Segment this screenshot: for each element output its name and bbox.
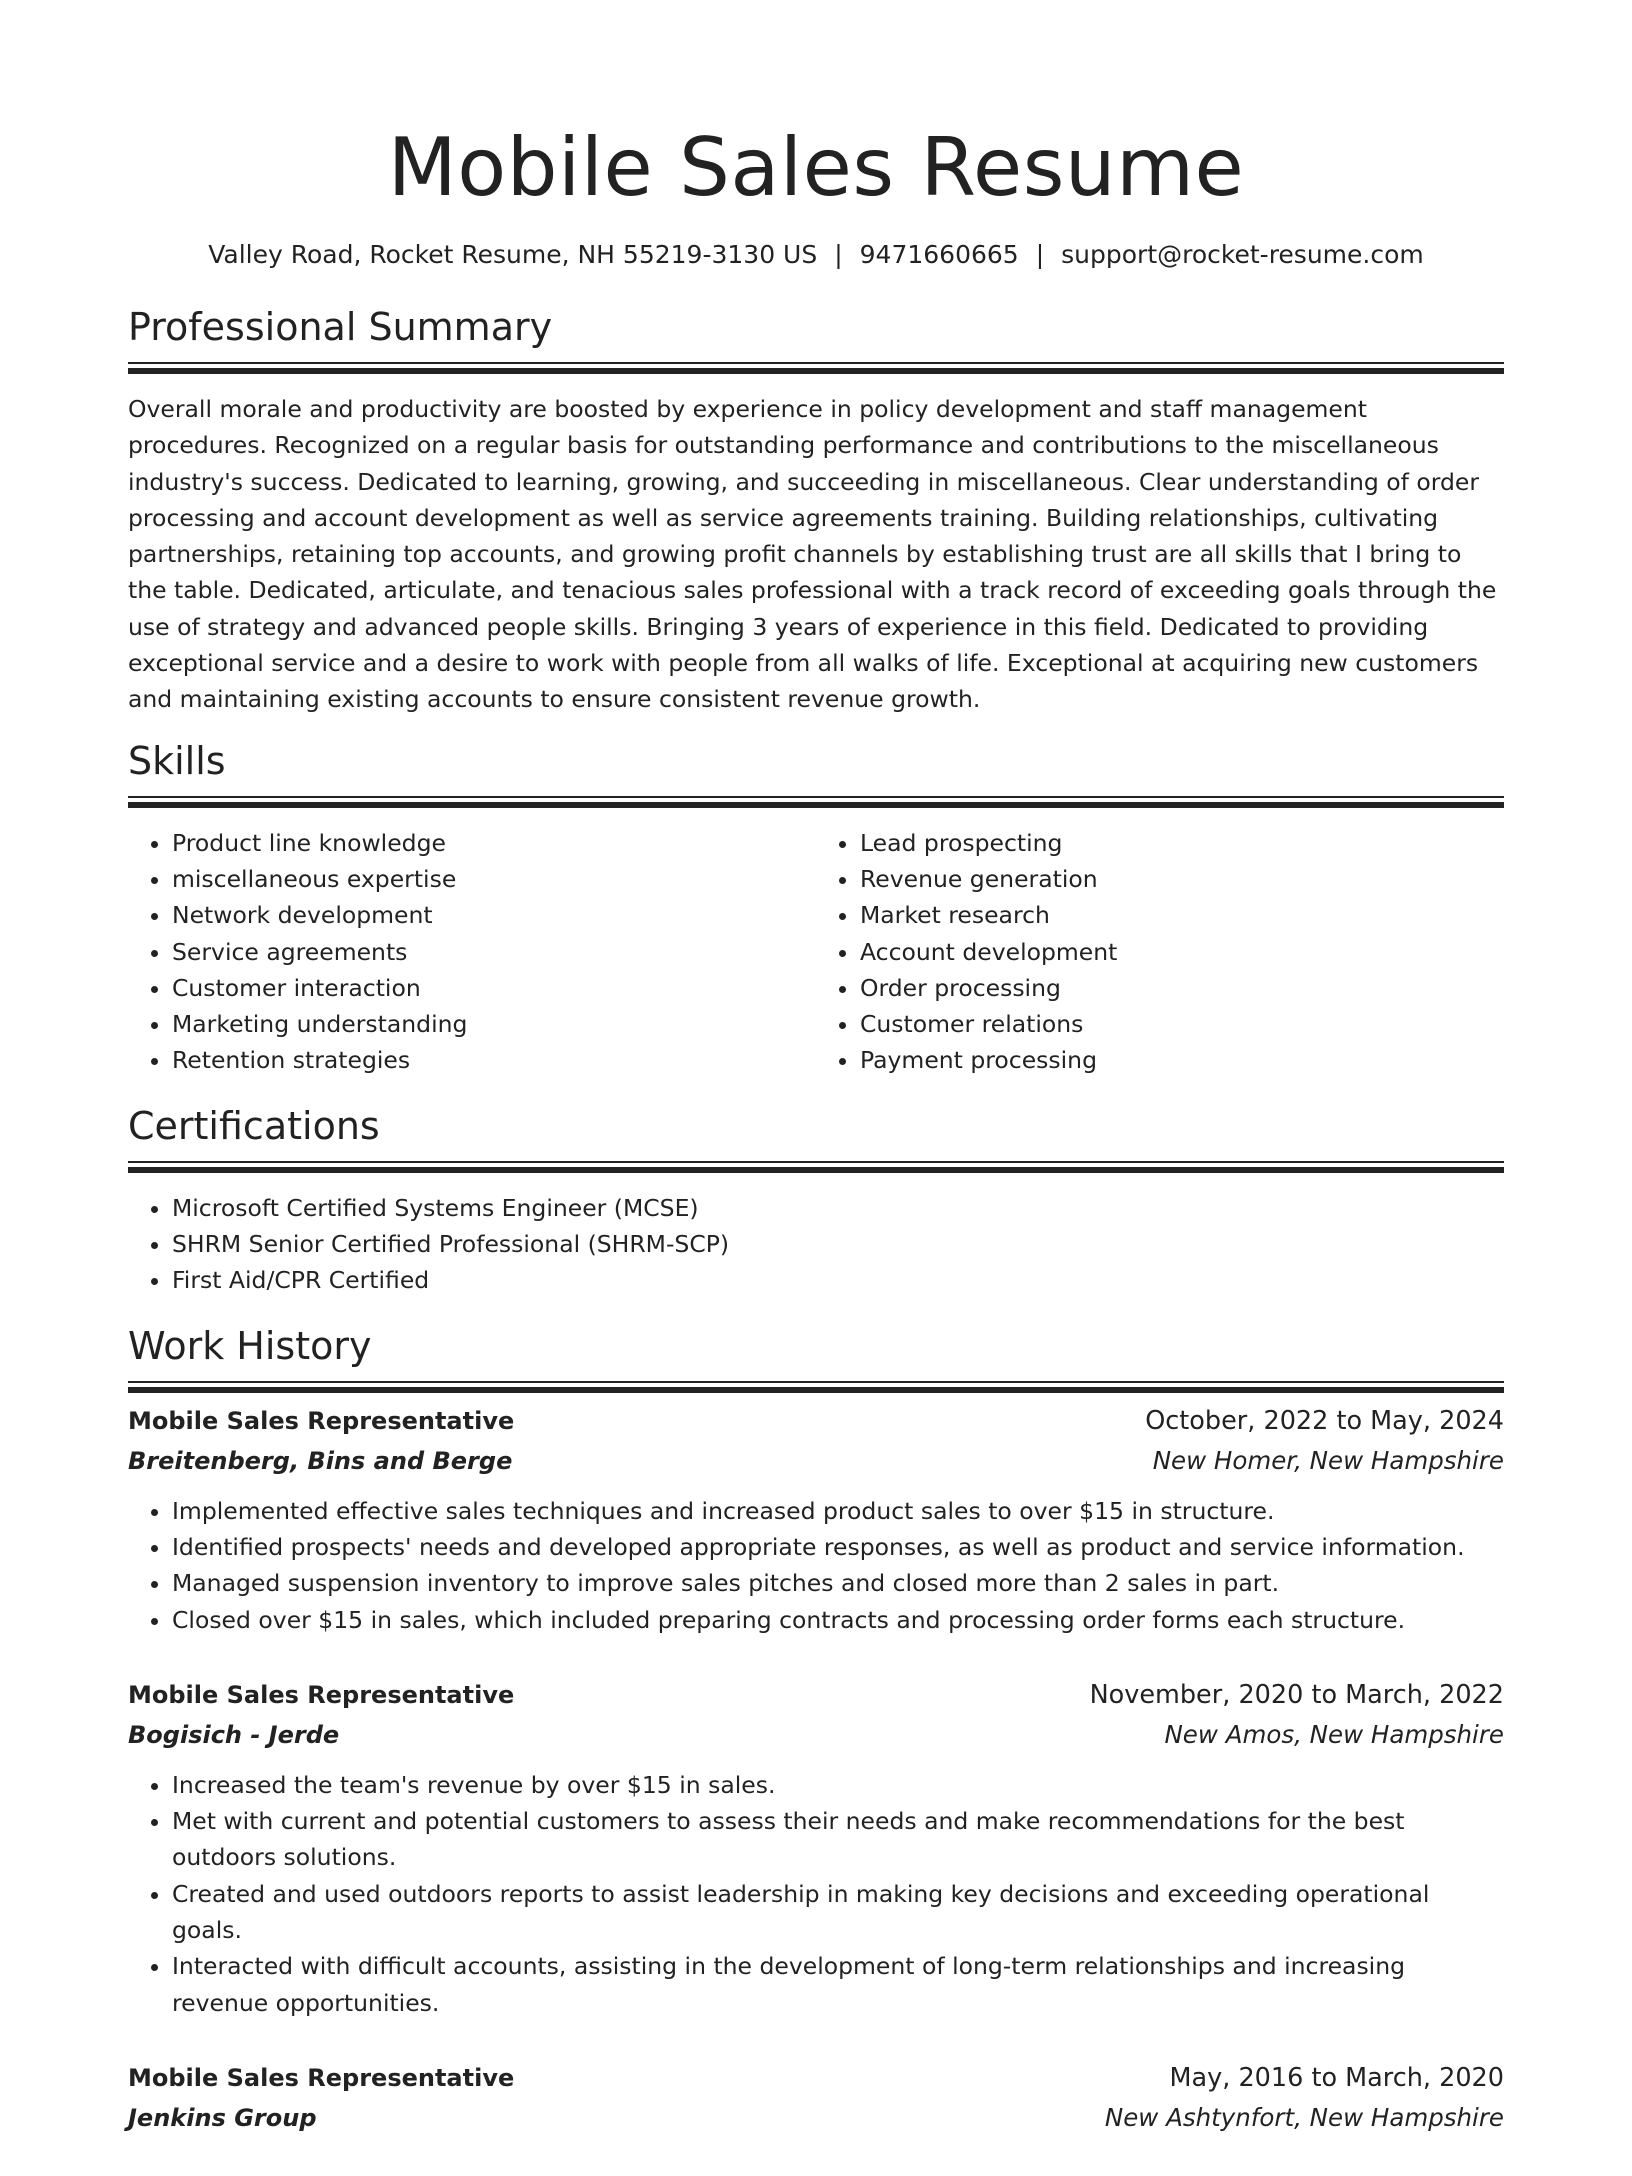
job-bullet: • Implemented effective sales techniques and increased product sales to over $15 in structure. [172,1493,1504,1529]
certifications-list [128,1190,1504,1299]
job-company-row [128,2098,1504,2138]
job-bullet: • Managed suspension inventory to improve sales pitches and closed more than 2 sales in part. [172,1565,1504,1601]
job-location: New Amos, New Hampshire [1164,1719,1504,1749]
skill-item: • Order processing [860,970,1504,1006]
job-bullets [128,1767,1504,2021]
skill-item: • miscellaneous expertise [172,861,816,897]
section-heading-summary: Professional Summary [128,305,553,349]
section-divider [128,1161,1504,1174]
job-title: Mobile Sales Representative [128,1406,515,1435]
contact-phone: 9471660665 [859,240,1019,269]
section-divider [128,1381,1504,1394]
job-company: Jenkins Group [128,2103,317,2132]
job-header-row [128,1676,1504,1715]
job-dates: November, 2020 to March, 2022 [1089,1679,1504,1710]
job-entry [128,2059,1504,2138]
job-entry [128,1402,1504,1638]
skill-item: • Revenue generation [860,861,1504,897]
skill-item: • Product line knowledge [172,825,816,861]
job-header-row [128,2059,1504,2098]
skills-section [128,736,1504,1079]
job-company-row [128,1715,1504,1755]
job-title: Mobile Sales Representative [128,2063,515,2092]
contact-address: Valley Road, Rocket Resume, NH 55219-3130 US [208,240,818,269]
job-company-row [128,1441,1504,1481]
certification-item: • Microsoft Certified Systems Engineer (MCSE) [172,1190,1504,1226]
summary-section [128,302,1504,718]
summary-text: Overall morale and productivity are boosted by experience in policy development and staff management procedures. Recognized on a regular basis for outstanding performance and contributions to the miscellaneous industry's success. Dedicated to learning, growing, and succeeding in miscellaneous. Clear understanding of order processing and account development as well as service agreements training. Building relationships, cultivating partnerships, retaining top accounts, and growing profit channels by establishing trust are all skills that I bring to the table. Dedicated, articulate, and tenacious sales professional with a track record of exceeding goals through the use of strategy and advanced people skills. Bringing 3 years of experience in this field. Dedicated to providing exceptional service and a desire to work with people from all walks of life. Exceptional at acquiring new customers and maintaining existing accounts to ensure consistent revenue growth. [128,395,1497,714]
skills-grid [128,825,1504,1079]
job-dates: October, 2022 to May, 2024 [1145,1405,1504,1436]
certification-item: • SHRM Senior Certified Professional (SHRM-SCP) [172,1226,1504,1262]
job-company: Bogisich - Jerde [128,1720,340,1749]
skill-item: • Marketing understanding [172,1006,816,1042]
job-bullet: • Increased the team's revenue by over $15 in sales. [172,1767,1504,1803]
skill-item: • Customer relations [860,1006,1504,1042]
certification-item: • First Aid/CPR Certified [172,1262,1504,1298]
skill-item: • Market research [860,897,1504,933]
work-history-section [128,1321,1504,2138]
resume-content [128,118,1504,2176]
certifications-section [128,1101,1504,1299]
job-dates: May, 2016 to March, 2020 [1169,2062,1504,2093]
contact-separator: | [1035,240,1045,269]
resume-title: Mobile Sales Resume [387,121,1245,214]
skill-item: • Customer interaction [172,970,816,1006]
job-entry [128,1676,1504,2021]
contact-separator: | [834,240,843,269]
job-location: New Homer, New Hampshire [1152,1445,1504,1475]
job-company: Breitenberg, Bins and Berge [128,1446,513,1475]
job-bullet: • Met with current and potential customers to assess their needs and make recommendations for the best outdoors solutions. [172,1803,1504,1876]
job-title: Mobile Sales Representative [128,1680,515,1709]
section-divider [128,362,1504,375]
contact-email[interactable]: support@rocket-resume.com [1061,240,1424,269]
skills-list-left [128,825,816,1079]
job-header-row [128,1402,1504,1441]
job-bullet: • Created and used outdoors reports to assist leadership in making key decisions and exceeding operational goals. [172,1876,1504,1949]
skill-item: • Network development [172,897,816,933]
job-bullets [128,1493,1504,1638]
skill-item: • Service agreements [172,934,816,970]
section-heading-skills: Skills [128,738,226,783]
job-location: New Ashtynfort, New Hampshire [1104,2102,1504,2132]
section-heading-work-history: Work History [128,1323,372,1368]
contact-line [128,238,1504,272]
skill-item: • Lead prospecting [860,825,1504,861]
skill-item: • Account development [860,934,1504,970]
section-divider [128,796,1504,809]
section-heading-certifications: Certifications [128,1103,380,1148]
job-bullet: • Closed over $15 in sales, which included preparing contracts and processing order forms each structure. [172,1602,1504,1638]
skills-list-right [816,825,1504,1079]
skill-item: • Retention strategies [172,1042,816,1078]
skill-item: • Payment processing [860,1042,1504,1078]
job-bullet: • Identified prospects' needs and developed appropriate responses, as well as product and service information. [172,1529,1504,1565]
job-bullet: • Interacted with difficult accounts, assisting in the development of long-term relationships and increasing revenue opportunities. [172,1948,1504,2021]
